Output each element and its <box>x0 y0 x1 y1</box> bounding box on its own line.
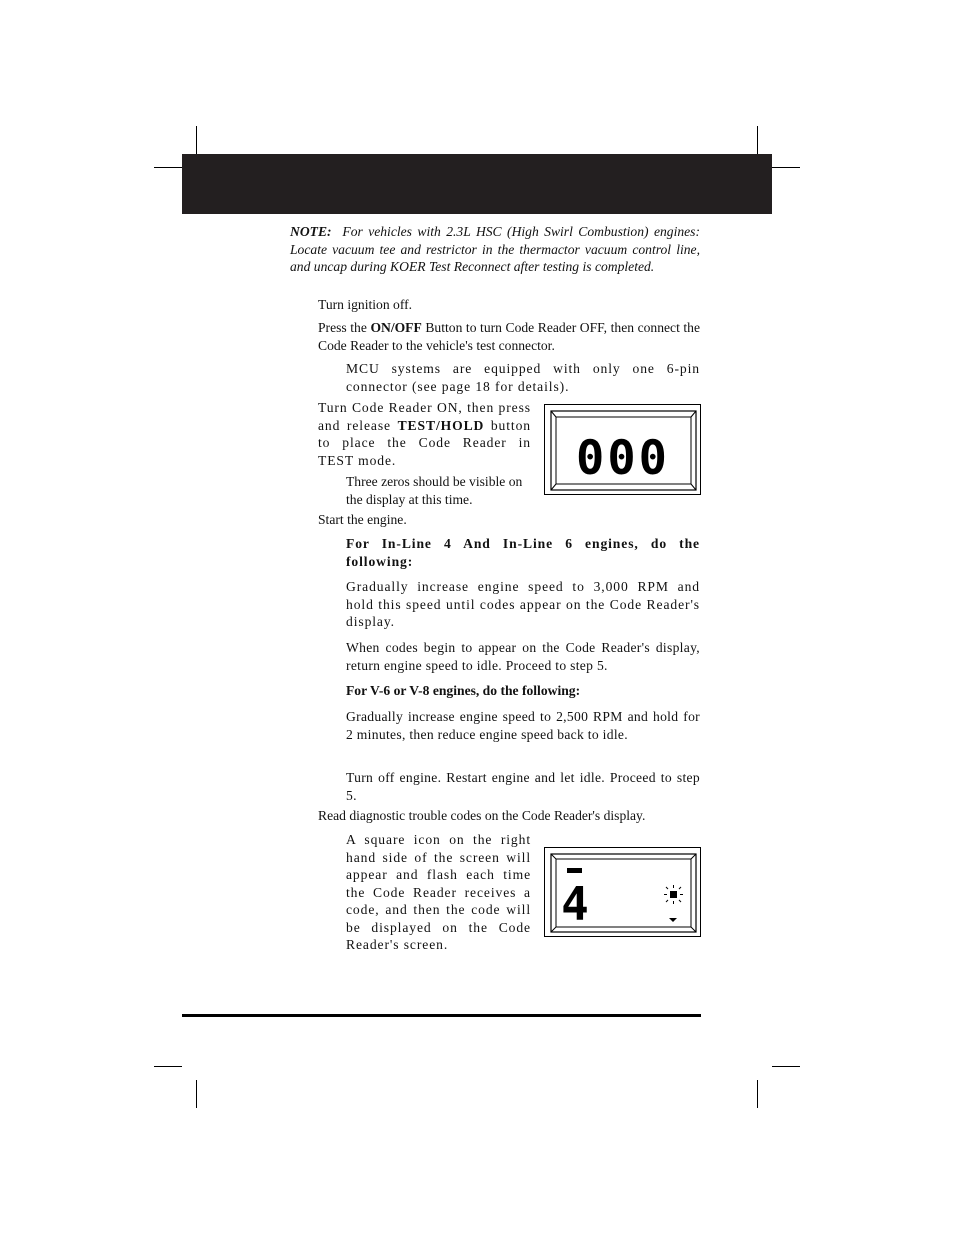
step-ignition-off: Turn ignition off. <box>318 297 413 312</box>
testhold-label: TEST/HOLD <box>397 417 485 433</box>
v-off-text: Turn off engine. Restart engine and let idle. Proceed to step 5. <box>346 770 700 803</box>
step-read-codes: Read diagnostic trouble codes on the Code Reader's display. <box>318 808 646 823</box>
crop-mark <box>154 167 182 168</box>
note-label: NOTE: <box>290 224 332 239</box>
press-suffix: Button to turn Code Reader OFF, then connect the Code Reader to the vehicle's test connector. <box>318 320 701 353</box>
lcd-zeros-graphic <box>545 405 702 496</box>
lcd-code-text: 4 <box>561 877 589 931</box>
press-prefix: Press the <box>318 320 371 335</box>
step-start-engine: Start the engine. <box>318 512 407 527</box>
step-three-zeros: Three zeros should be visible on the display at this time. <box>346 474 523 507</box>
note-text: For vehicles with 2.3L HSC (High Swirl Combustion) engines: Locate vacuum tee and restrictor in the thermactor vacuum control line, and uncap during KOER Test Reconnect after testing is completed. <box>290 224 700 274</box>
lcd-display-code <box>544 847 701 937</box>
lcd-code-graphic <box>545 848 702 938</box>
inline-heading-text: For In-Line 4 And In-Line 6 engines, do the following: <box>346 536 700 569</box>
down-arrow-icon <box>669 918 677 922</box>
square-icon-text: A square icon on the right hand side of the screen will appear and flash each time the Code Reader receives a code, and then the code will be displayed on the Code Reader's screen. <box>346 832 531 952</box>
lcd-zeros-text: 000 <box>576 431 670 486</box>
v-heading-text: For V-6 or V-8 engines, do the following: <box>346 683 581 698</box>
note-paragraph <box>290 223 700 276</box>
turn-on-prefix: Turn Code Reader ON, then press and release <box>318 400 531 433</box>
inline-speed-text: Gradually increase engine speed to 3,000 RPM and hold this speed until codes appear on the Code Reader's display. <box>346 579 700 629</box>
crop-mark <box>154 1066 182 1067</box>
crop-mark <box>196 1080 197 1108</box>
step-turn-on <box>318 399 531 469</box>
crop-mark <box>196 126 197 154</box>
inline-idle-text: When codes begin to appear on the Code Reader's display, return engine speed to idle. Proceed to step 5. <box>346 640 700 673</box>
turn-on-suffix: button to place the Code Reader in TEST mode. <box>318 417 531 468</box>
footer-rule <box>182 1014 701 1017</box>
lcd-display-zeros <box>544 404 701 495</box>
crop-mark <box>772 1066 800 1067</box>
crop-mark <box>757 126 758 154</box>
crop-mark <box>757 1080 758 1108</box>
inline-engines-heading <box>346 535 700 570</box>
step-press-onoff <box>318 319 700 354</box>
lcd-dash-segment <box>567 868 582 873</box>
square-flash-icon <box>664 885 683 904</box>
header-bar <box>182 154 772 214</box>
onoff-label: ON/OFF <box>370 320 422 335</box>
crop-mark <box>772 167 800 168</box>
v-engines-heading <box>346 682 700 700</box>
step-mcu-note: MCU systems are equipped with only one 6-pin connector (see page 18 for details). <box>346 361 700 394</box>
v-speed-text: Gradually increase engine speed to 2,500 RPM and hold for 2 minutes, then reduce engine speed back to idle. <box>346 709 700 742</box>
